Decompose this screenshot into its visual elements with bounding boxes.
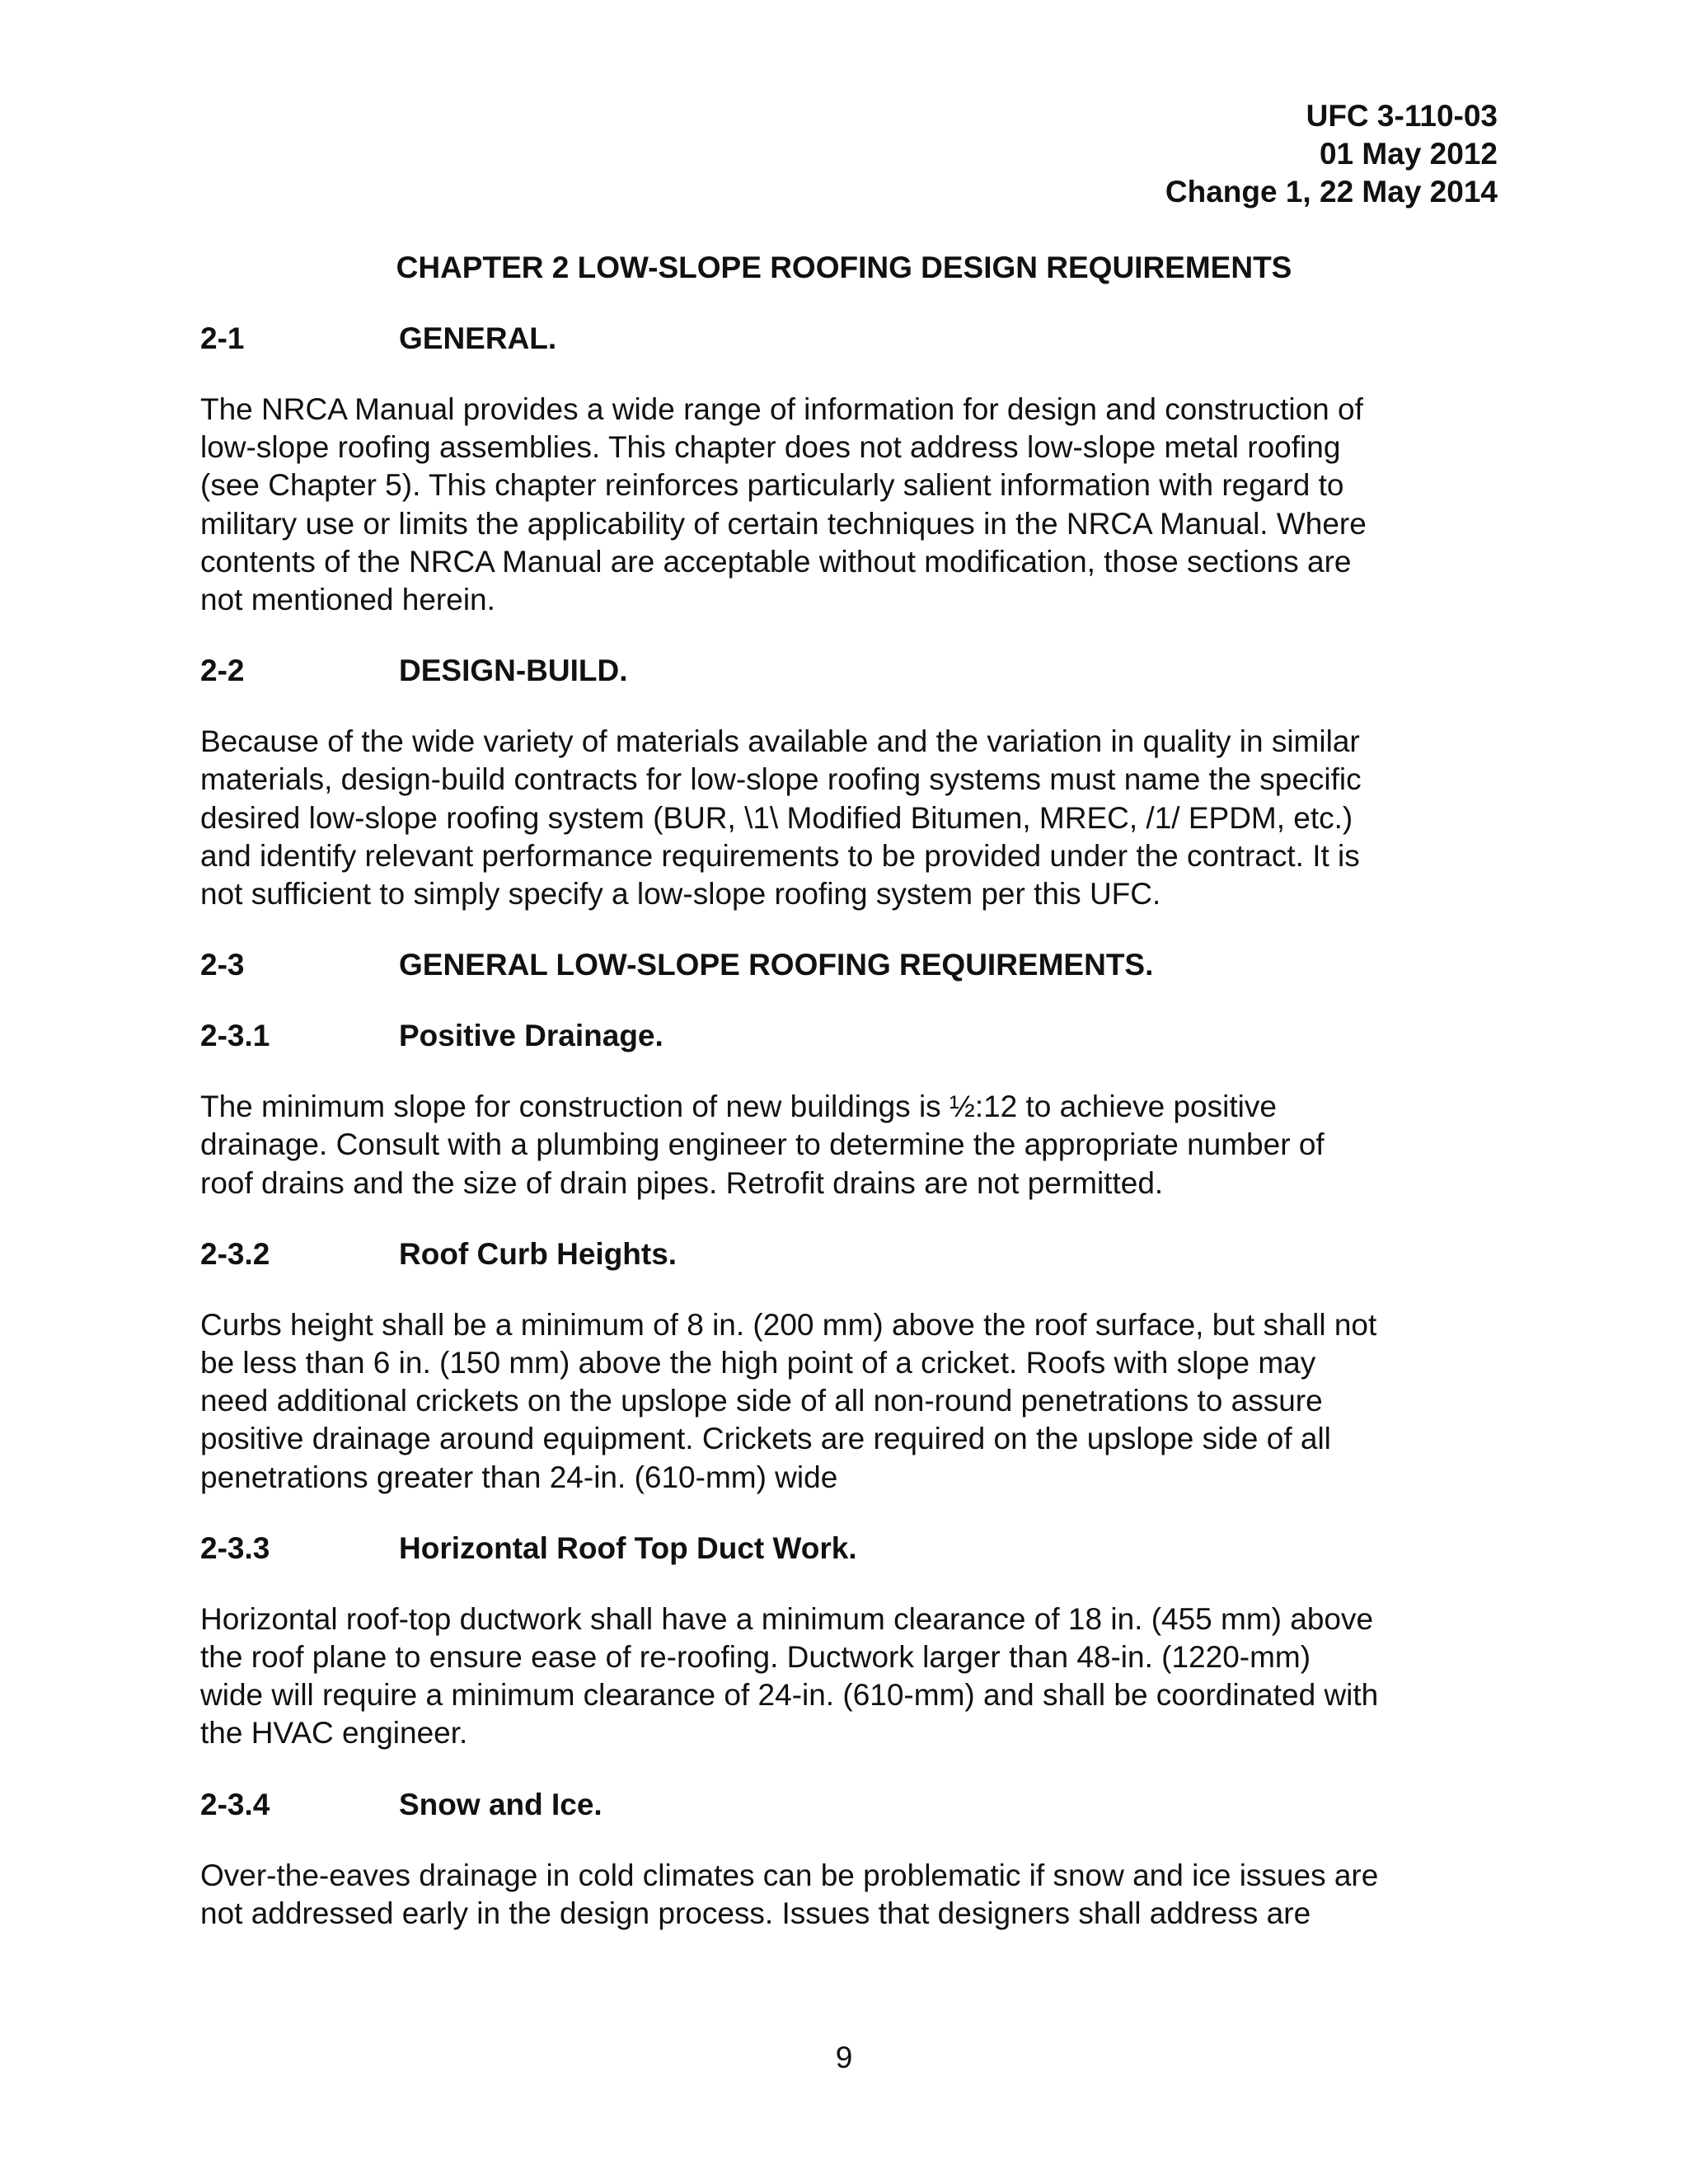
section-title: GENERAL. — [399, 321, 557, 355]
section-number: 2-3 — [200, 948, 245, 982]
section-number: 2-3.1 — [200, 1019, 270, 1053]
paragraph-line: drainage. Consult with a plumbing engineer to determine the appropriate number of — [200, 1127, 1325, 1162]
paragraph-line: penetrations greater than 24-in. (610-mm) wide — [200, 1460, 838, 1494]
paragraph-line: military use or limits the applicability of certain techniques in the NRCA Manual. Where — [200, 506, 1367, 541]
section-number: 2-3.2 — [200, 1236, 270, 1271]
doc-id: UFC 3-110-03 — [1306, 99, 1498, 133]
paragraph-line: Over-the-eaves drainage in cold climates can be problematic if snow and ice issues are — [200, 1858, 1379, 1892]
section-title: Positive Drainage. — [399, 1019, 663, 1053]
section-paragraph — [200, 1857, 1503, 1933]
subsection-heading — [200, 1235, 1503, 1273]
paragraph-line: (see Chapter 5). This chapter reinforces particularly salient information with regard to — [200, 468, 1344, 503]
paragraph-line: not sufficient to simply specify a low-slope roofing system per this UFC. — [200, 877, 1161, 912]
paragraph-line: contents of the NRCA Manual are acceptable without modification, those sections are — [200, 544, 1352, 579]
paragraph-line: not addressed early in the design process. Issues that designers shall address are — [200, 1896, 1311, 1930]
section-paragraph — [200, 1088, 1503, 1202]
paragraph-line: wide will require a minimum clearance of 24-in. (610-mm) and shall be coordinated with — [200, 1678, 1379, 1713]
section-title: GENERAL LOW-SLOPE ROOFING REQUIREMENTS. — [399, 948, 1154, 982]
paragraph-line: The minimum slope for construction of new buildings is ½:12 to achieve positive — [200, 1090, 1277, 1124]
doc-date: 01 May 2012 — [1319, 137, 1498, 171]
page-number: 9 — [835, 2041, 853, 2074]
document-body — [200, 320, 1503, 1933]
section-paragraph — [200, 1601, 1503, 1753]
section-number: 2-2 — [200, 654, 245, 688]
section-title: Horizontal Roof Top Duct Work. — [399, 1530, 857, 1565]
paragraph-line: not mentioned herein. — [200, 583, 495, 617]
paragraph-line: positive drainage around equipment. Crickets are required on the upslope side of all — [200, 1422, 1331, 1456]
section-paragraph — [200, 723, 1503, 913]
section-number: 2-3.3 — [200, 1530, 270, 1565]
document-header — [1165, 97, 1498, 211]
paragraph-line: be less than 6 in. (150 mm) above the high point of a cricket. Roofs with slope may — [200, 1346, 1316, 1380]
section-title: Snow and Ice. — [399, 1787, 603, 1821]
section-title: Roof Curb Heights. — [399, 1236, 678, 1271]
paragraph-line: The NRCA Manual provides a wide range of information for design and construction of — [200, 392, 1363, 426]
section-heading — [200, 946, 1503, 984]
paragraph-line: need additional crickets on the upslope side of all non-round penetrations to assure — [200, 1384, 1323, 1418]
section-number: 2-3.4 — [200, 1787, 270, 1821]
paragraph-line: Because of the wide variety of materials available and the variation in quality in similar — [200, 724, 1360, 759]
paragraph-line: and identify relevant performance requirements to be provided under the contract. It is — [200, 838, 1360, 873]
subsection-heading — [200, 1786, 1503, 1824]
subsection-heading — [200, 1530, 1503, 1568]
paragraph-line: the HVAC engineer. — [200, 1716, 468, 1750]
paragraph-line: materials, design-build contracts for low-slope roofing systems must name the specific — [200, 762, 1362, 797]
section-heading — [200, 320, 1503, 358]
paragraph-line: desired low-slope roofing system (BUR, \1\ Modified Bitumen, MREC, /1/ EPDM, etc.) — [200, 800, 1353, 835]
section-heading — [200, 652, 1503, 690]
section-paragraph — [200, 391, 1503, 619]
subsection-heading — [200, 1017, 1503, 1055]
doc-change: Change 1, 22 May 2014 — [1165, 175, 1498, 209]
chapter-title: CHAPTER 2 LOW-SLOPE ROOFING DESIGN REQUIREMENTS — [396, 251, 1292, 284]
paragraph-line: Curbs height shall be a minimum of 8 in. (200 mm) above the roof surface, but shall not — [200, 1307, 1377, 1342]
paragraph-line: low-slope roofing assemblies. This chapter does not address low-slope metal roofing — [200, 430, 1341, 465]
paragraph-line: the roof plane to ensure ease of re-roofing. Ductwork larger than 48-in. (1220-mm) — [200, 1640, 1311, 1675]
section-paragraph — [200, 1306, 1503, 1497]
paragraph-line: Horizontal roof-top ductwork shall have a minimum clearance of 18 in. (455 mm) above — [200, 1601, 1374, 1636]
section-title: DESIGN-BUILD. — [399, 654, 628, 688]
paragraph-line: roof drains and the size of drain pipes. Retrofit drains are not permitted. — [200, 1165, 1164, 1200]
section-number: 2-1 — [200, 321, 245, 355]
